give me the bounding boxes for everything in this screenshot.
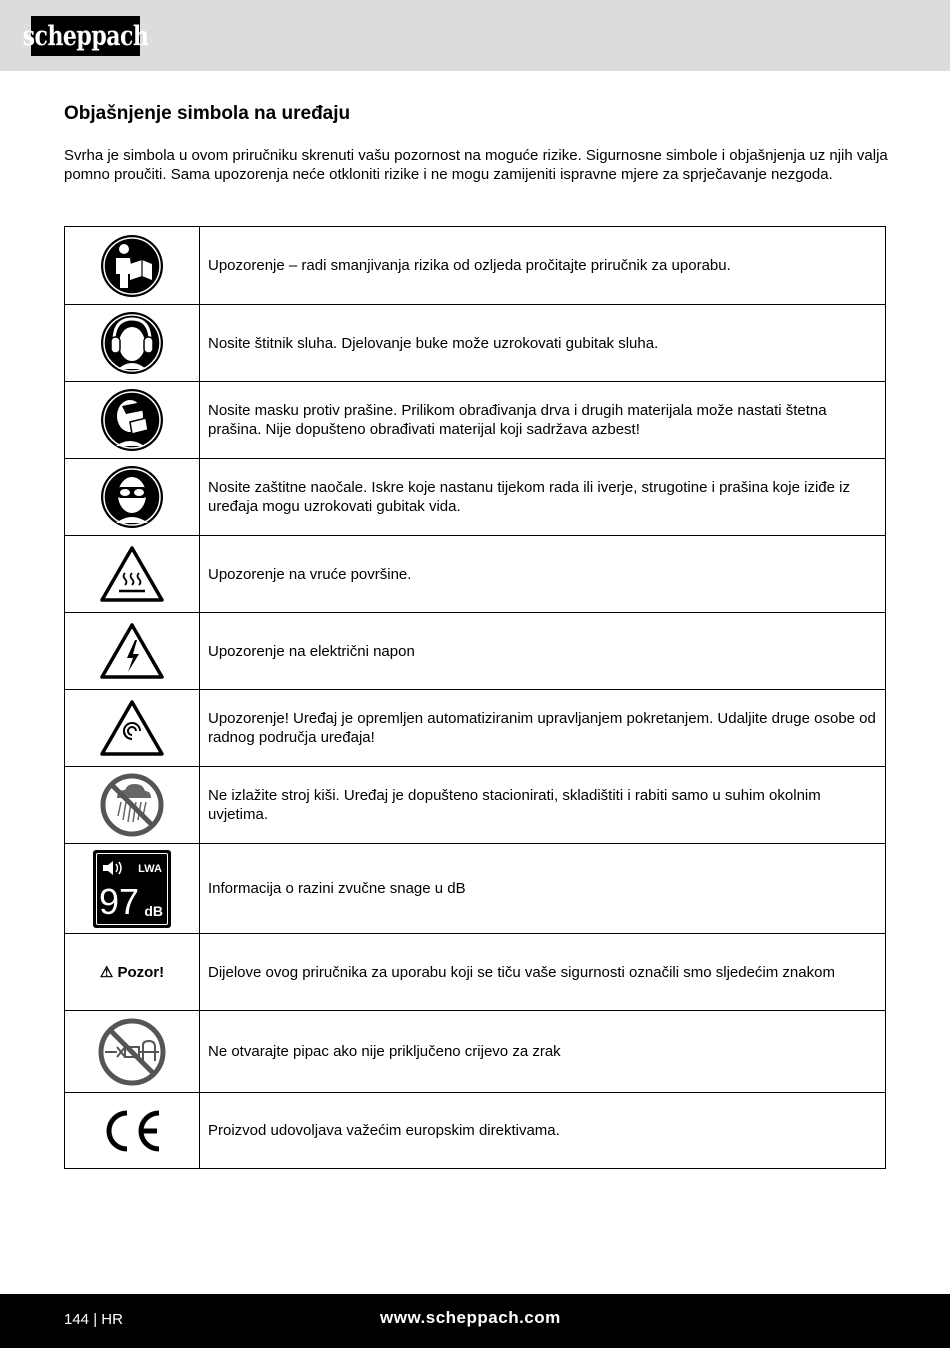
automatic-start-warning-icon <box>99 699 165 757</box>
symbol-description: Nosite štitnik sluha. Djelovanje buke može uzrokovati gubitak sluha. <box>200 305 886 382</box>
table-row <box>65 536 886 613</box>
table-row <box>65 767 886 844</box>
symbol-description: Ne otvarajte pipac ako nije priključeno crijevo za zrak <box>200 1011 886 1093</box>
symbol-description: Dijelove ovog priručnika za uporabu koji se tiču vaše sigurnosti označili smo sljedećim znakom <box>200 934 886 1011</box>
ce-mark-icon <box>99 1107 165 1155</box>
table-row <box>65 844 886 934</box>
page-header <box>0 0 950 71</box>
sound-power-level-icon <box>93 850 171 928</box>
table-row <box>65 459 886 536</box>
table-row <box>65 382 886 459</box>
website-url: www.scheppach.com <box>380 1308 561 1327</box>
symbol-description: Nosite masku protiv prašine. Prilikom obrađivanja drva i drugih materijala može nastati štetna prašina. Nije dopušteno obrađivati materijal koji sadržava azbest! <box>200 382 886 459</box>
symbol-description: Upozorenje! Uređaj je opremljen automatiziranim upravljanjem pokretanjem. Udaljite druge osobe od radnog područja uređaja! <box>200 690 886 767</box>
symbol-description: Ne izlažite stroj kiši. Uređaj je dopušteno stacionirati, skladištiti i rabiti samo u suhim okolnim uvjetima. <box>200 767 886 844</box>
symbol-description: Upozorenje na električni napon <box>200 613 886 690</box>
symbol-description: Upozorenje – radi smanjivanja rizika od ozljeda pročitajte priručnik za uporabu. <box>200 227 886 305</box>
caution-triangle-icon: ⚠ <box>99 963 114 981</box>
page-footer <box>0 1294 950 1348</box>
safety-goggles-icon <box>100 465 164 529</box>
read-manual-icon <box>100 234 164 298</box>
symbol-description: Proizvod udovoljava važećim europskim direktivama. <box>200 1093 886 1169</box>
table-row <box>65 1093 886 1169</box>
symbol-description: Informacija o razini zvučne snage u dB <box>200 844 886 934</box>
table-row <box>65 690 886 767</box>
sound-level-label: LWA <box>138 862 162 875</box>
no-open-valve-icon <box>97 1017 167 1087</box>
electric-voltage-warning-icon <box>99 622 165 680</box>
hearing-protection-icon <box>100 311 164 375</box>
scheppach-logo: scheppach <box>31 16 140 56</box>
page-number: 144 | HR <box>64 1311 123 1328</box>
table-row <box>65 934 886 1011</box>
table-row <box>65 613 886 690</box>
intro-paragraph: Svrha je simbola u ovom priručniku skrenuti vašu pozornost na moguće rizike. Sigurnosne simbole i objašnjenja uz njih valja pomno proučiti. Sama upozorenja neće otkloniti rizike i ne mogu zamijeniti ispravne mjere za sprječavanje nezgoda. <box>64 147 888 183</box>
table-row <box>65 227 886 305</box>
symbol-description: Nosite zaštitne naočale. Iskre koje nastanu tijekom rada ili iverje, strugotine i prašina koje iziđe iz uređaja mogu uzrokovati gubitak vida. <box>200 459 886 536</box>
page-title: Objašnjenje simbola na uređaju <box>64 103 351 124</box>
symbol-table <box>64 226 886 1169</box>
table-row <box>65 305 886 382</box>
hot-surface-warning-icon <box>99 545 165 603</box>
symbol-description: Upozorenje na vruće površine. <box>200 536 886 613</box>
dust-mask-icon <box>100 388 164 452</box>
sound-level-unit: dB <box>144 902 163 919</box>
table-row <box>65 1011 886 1093</box>
caution-label: ⚠ Pozor! <box>99 963 165 981</box>
sound-level-value: 97 <box>99 880 140 922</box>
no-rain-icon <box>99 772 165 838</box>
